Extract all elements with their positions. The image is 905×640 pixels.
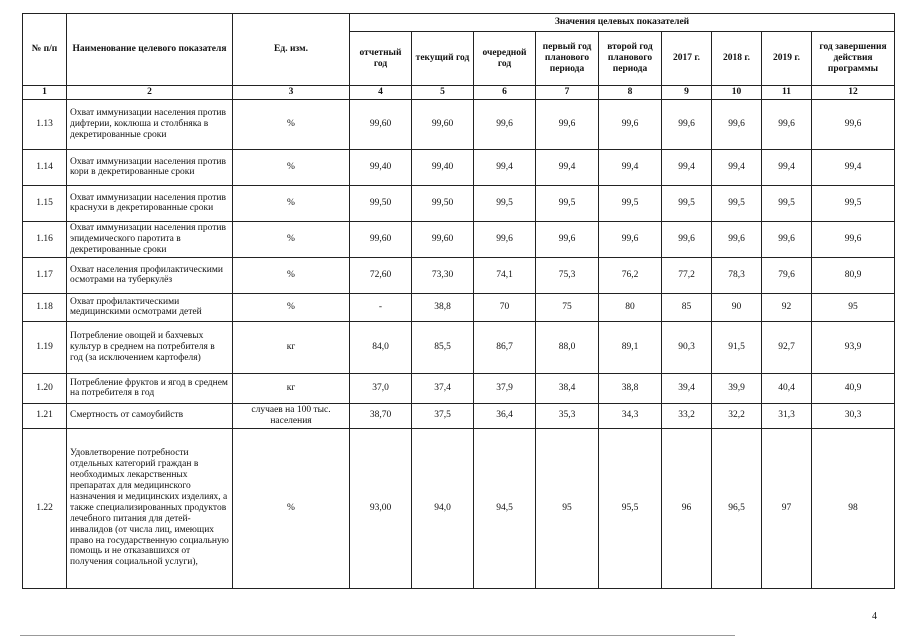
- value-cell: 99,6: [474, 99, 536, 149]
- value-cell: 99,6: [474, 221, 536, 257]
- value-cell: 92,7: [762, 321, 812, 373]
- value-cell: 99,60: [350, 221, 412, 257]
- value-cell: 80,9: [812, 257, 895, 293]
- header-values-group: Значения целевых показателей: [350, 14, 895, 32]
- value-cell: 76,2: [599, 257, 662, 293]
- header-col-second-plan-year: второй год планового периода: [599, 32, 662, 86]
- table-row: [23, 373, 895, 403]
- table-row: [23, 221, 895, 257]
- table-row: [23, 293, 895, 321]
- value-cell: 99,4: [536, 149, 599, 185]
- unit-cell: %: [233, 185, 350, 221]
- row-number: 1.20: [23, 373, 67, 403]
- value-cell: 99,4: [812, 149, 895, 185]
- table-row: [23, 321, 895, 373]
- column-number: 4: [350, 86, 412, 100]
- row-number: 1.14: [23, 149, 67, 185]
- header-col-reporting-year: отчетный год: [350, 32, 412, 86]
- row-number: 1.15: [23, 185, 67, 221]
- indicator-name: Потребление овощей и бахчевых культур в среднем на потребителя в год (за исключением картофеля): [67, 321, 233, 373]
- value-cell: 38,8: [412, 293, 474, 321]
- value-cell: 99,6: [536, 99, 599, 149]
- value-cell: 88,0: [536, 321, 599, 373]
- value-cell: 38,70: [350, 403, 412, 428]
- value-cell: 36,4: [474, 403, 536, 428]
- header-col-next-year: очередной год: [474, 32, 536, 86]
- value-cell: 70: [474, 293, 536, 321]
- value-cell: 99,50: [412, 185, 474, 221]
- indicator-name: Охват иммунизации населения против кори в декретированные сроки: [67, 149, 233, 185]
- table-row: [23, 428, 895, 588]
- value-cell: 92: [762, 293, 812, 321]
- indicator-name: Охват иммунизации населения против краснухи в декретированные сроки: [67, 185, 233, 221]
- table-body: [23, 99, 895, 588]
- unit-cell: %: [233, 99, 350, 149]
- table-row: [23, 185, 895, 221]
- value-cell: 95: [812, 293, 895, 321]
- value-cell: 40,4: [762, 373, 812, 403]
- header-col-2018: 2018 г.: [712, 32, 762, 86]
- value-cell: 38,4: [536, 373, 599, 403]
- value-cell: 33,2: [662, 403, 712, 428]
- value-cell: 89,1: [599, 321, 662, 373]
- value-cell: 80: [599, 293, 662, 321]
- value-cell: 78,3: [712, 257, 762, 293]
- column-number: 1: [23, 86, 67, 100]
- value-cell: 99,6: [599, 99, 662, 149]
- value-cell: 99,6: [712, 99, 762, 149]
- table-row: [23, 403, 895, 428]
- value-cell: 99,5: [536, 185, 599, 221]
- value-cell: 96,5: [712, 428, 762, 588]
- header-unit: Ед. изм.: [233, 14, 350, 86]
- column-number: 5: [412, 86, 474, 100]
- indicator-name: Удовлетворение потребности отдельных категорий граждан в необходимых лекарственных препаратах для медицинского назначения и медицинских изделиях, а также специализированных продуктов лечебного питания для детей-инвалидов (от числа лиц, имеющих право на государственную социальную помощь и не отказавшихся от получения социальной услуги),: [67, 428, 233, 588]
- indicator-name: Смертность от самоубийств: [67, 403, 233, 428]
- value-cell: 99,6: [762, 221, 812, 257]
- indicator-name: Охват профилактическими медицинскими осмотрами детей: [67, 293, 233, 321]
- header-col-2017: 2017 г.: [662, 32, 712, 86]
- value-cell: 97: [762, 428, 812, 588]
- value-cell: 32,2: [712, 403, 762, 428]
- indicator-name: Потребление фруктов и ягод в среднем на потребителя в год: [67, 373, 233, 403]
- indicator-name: Охват населения профилактическими осмотрами на туберкулёз: [67, 257, 233, 293]
- unit-cell: %: [233, 149, 350, 185]
- column-number-row: [23, 86, 895, 100]
- value-cell: 90,3: [662, 321, 712, 373]
- value-cell: 86,7: [474, 321, 536, 373]
- unit-cell: %: [233, 428, 350, 588]
- indicator-name: Охват иммунизации населения против эпидемического паротита в декретированные сроки: [67, 221, 233, 257]
- column-number: 8: [599, 86, 662, 100]
- value-cell: 85,5: [412, 321, 474, 373]
- value-cell: 99,5: [599, 185, 662, 221]
- value-cell: 39,4: [662, 373, 712, 403]
- value-cell: 94,0: [412, 428, 474, 588]
- row-number: 1.18: [23, 293, 67, 321]
- value-cell: 99,6: [812, 99, 895, 149]
- value-cell: 95: [536, 428, 599, 588]
- value-cell: 35,3: [536, 403, 599, 428]
- value-cell: 96: [662, 428, 712, 588]
- value-cell: 73,30: [412, 257, 474, 293]
- value-cell: 74,1: [474, 257, 536, 293]
- value-cell: 93,00: [350, 428, 412, 588]
- value-cell: 37,4: [412, 373, 474, 403]
- value-cell: 99,4: [662, 149, 712, 185]
- value-cell: 99,5: [762, 185, 812, 221]
- value-cell: 30,3: [812, 403, 895, 428]
- value-cell: 90: [712, 293, 762, 321]
- value-cell: 99,5: [712, 185, 762, 221]
- value-cell: 84,0: [350, 321, 412, 373]
- value-cell: 98: [812, 428, 895, 588]
- table-row: [23, 99, 895, 149]
- header-name: Наименование целевого показателя: [67, 14, 233, 86]
- value-cell: 79,6: [762, 257, 812, 293]
- value-cell: 39,9: [712, 373, 762, 403]
- row-number: 1.21: [23, 403, 67, 428]
- value-cell: 37,0: [350, 373, 412, 403]
- value-cell: 85: [662, 293, 712, 321]
- header-col-program-end: год завершения действия программы: [812, 32, 895, 86]
- header-col-2019: 2019 г.: [762, 32, 812, 86]
- row-number: 1.16: [23, 221, 67, 257]
- value-cell: 37,5: [412, 403, 474, 428]
- page-number: 4: [872, 611, 877, 622]
- value-cell: 34,3: [599, 403, 662, 428]
- value-cell: 99,6: [812, 221, 895, 257]
- value-cell: 99,40: [412, 149, 474, 185]
- row-number: 1.19: [23, 321, 67, 373]
- column-number: 10: [712, 86, 762, 100]
- header-col-first-plan-year: первый год планового периода: [536, 32, 599, 86]
- value-cell: 99,5: [662, 185, 712, 221]
- row-number: 1.13: [23, 99, 67, 149]
- value-cell: 99,5: [812, 185, 895, 221]
- value-cell: 38,8: [599, 373, 662, 403]
- bottom-divider: [20, 635, 735, 636]
- value-cell: 77,2: [662, 257, 712, 293]
- table-row: [23, 149, 895, 185]
- unit-cell: случаев на 100 тыс. населения: [233, 403, 350, 428]
- column-number: 9: [662, 86, 712, 100]
- column-number: 12: [812, 86, 895, 100]
- value-cell: 40,9: [812, 373, 895, 403]
- column-number: 11: [762, 86, 812, 100]
- value-cell: 99,4: [474, 149, 536, 185]
- value-cell: 99,4: [762, 149, 812, 185]
- value-cell: 99,60: [350, 99, 412, 149]
- header-num: № п/п: [23, 14, 67, 86]
- value-cell: 75: [536, 293, 599, 321]
- column-number: 7: [536, 86, 599, 100]
- value-cell: 99,6: [712, 221, 762, 257]
- unit-cell: %: [233, 221, 350, 257]
- value-cell: 99,6: [662, 221, 712, 257]
- indicators-table: [22, 13, 895, 589]
- indicator-name: Охват иммунизации населения против дифтерии, коклюша и столбняка в декретированные сроки: [67, 99, 233, 149]
- value-cell: 93,9: [812, 321, 895, 373]
- row-number: 1.22: [23, 428, 67, 588]
- unit-cell: %: [233, 293, 350, 321]
- value-cell: 95,5: [599, 428, 662, 588]
- row-number: 1.17: [23, 257, 67, 293]
- value-cell: 99,40: [350, 149, 412, 185]
- value-cell: 99,4: [712, 149, 762, 185]
- value-cell: 37,9: [474, 373, 536, 403]
- value-cell: 91,5: [712, 321, 762, 373]
- value-cell: 99,6: [599, 221, 662, 257]
- column-number: 3: [233, 86, 350, 100]
- value-cell: 99,5: [474, 185, 536, 221]
- value-cell: 99,50: [350, 185, 412, 221]
- value-cell: 99,6: [662, 99, 712, 149]
- table-row: [23, 257, 895, 293]
- unit-cell: %: [233, 257, 350, 293]
- header-row-group: [23, 14, 895, 32]
- column-number: 2: [67, 86, 233, 100]
- value-cell: -: [350, 293, 412, 321]
- column-number: 6: [474, 86, 536, 100]
- value-cell: 99,6: [762, 99, 812, 149]
- value-cell: 99,60: [412, 221, 474, 257]
- unit-cell: кг: [233, 321, 350, 373]
- value-cell: 72,60: [350, 257, 412, 293]
- header-col-current-year: текущий год: [412, 32, 474, 86]
- value-cell: 75,3: [536, 257, 599, 293]
- value-cell: 94,5: [474, 428, 536, 588]
- value-cell: 99,60: [412, 99, 474, 149]
- value-cell: 31,3: [762, 403, 812, 428]
- value-cell: 99,4: [599, 149, 662, 185]
- value-cell: 99,6: [536, 221, 599, 257]
- unit-cell: кг: [233, 373, 350, 403]
